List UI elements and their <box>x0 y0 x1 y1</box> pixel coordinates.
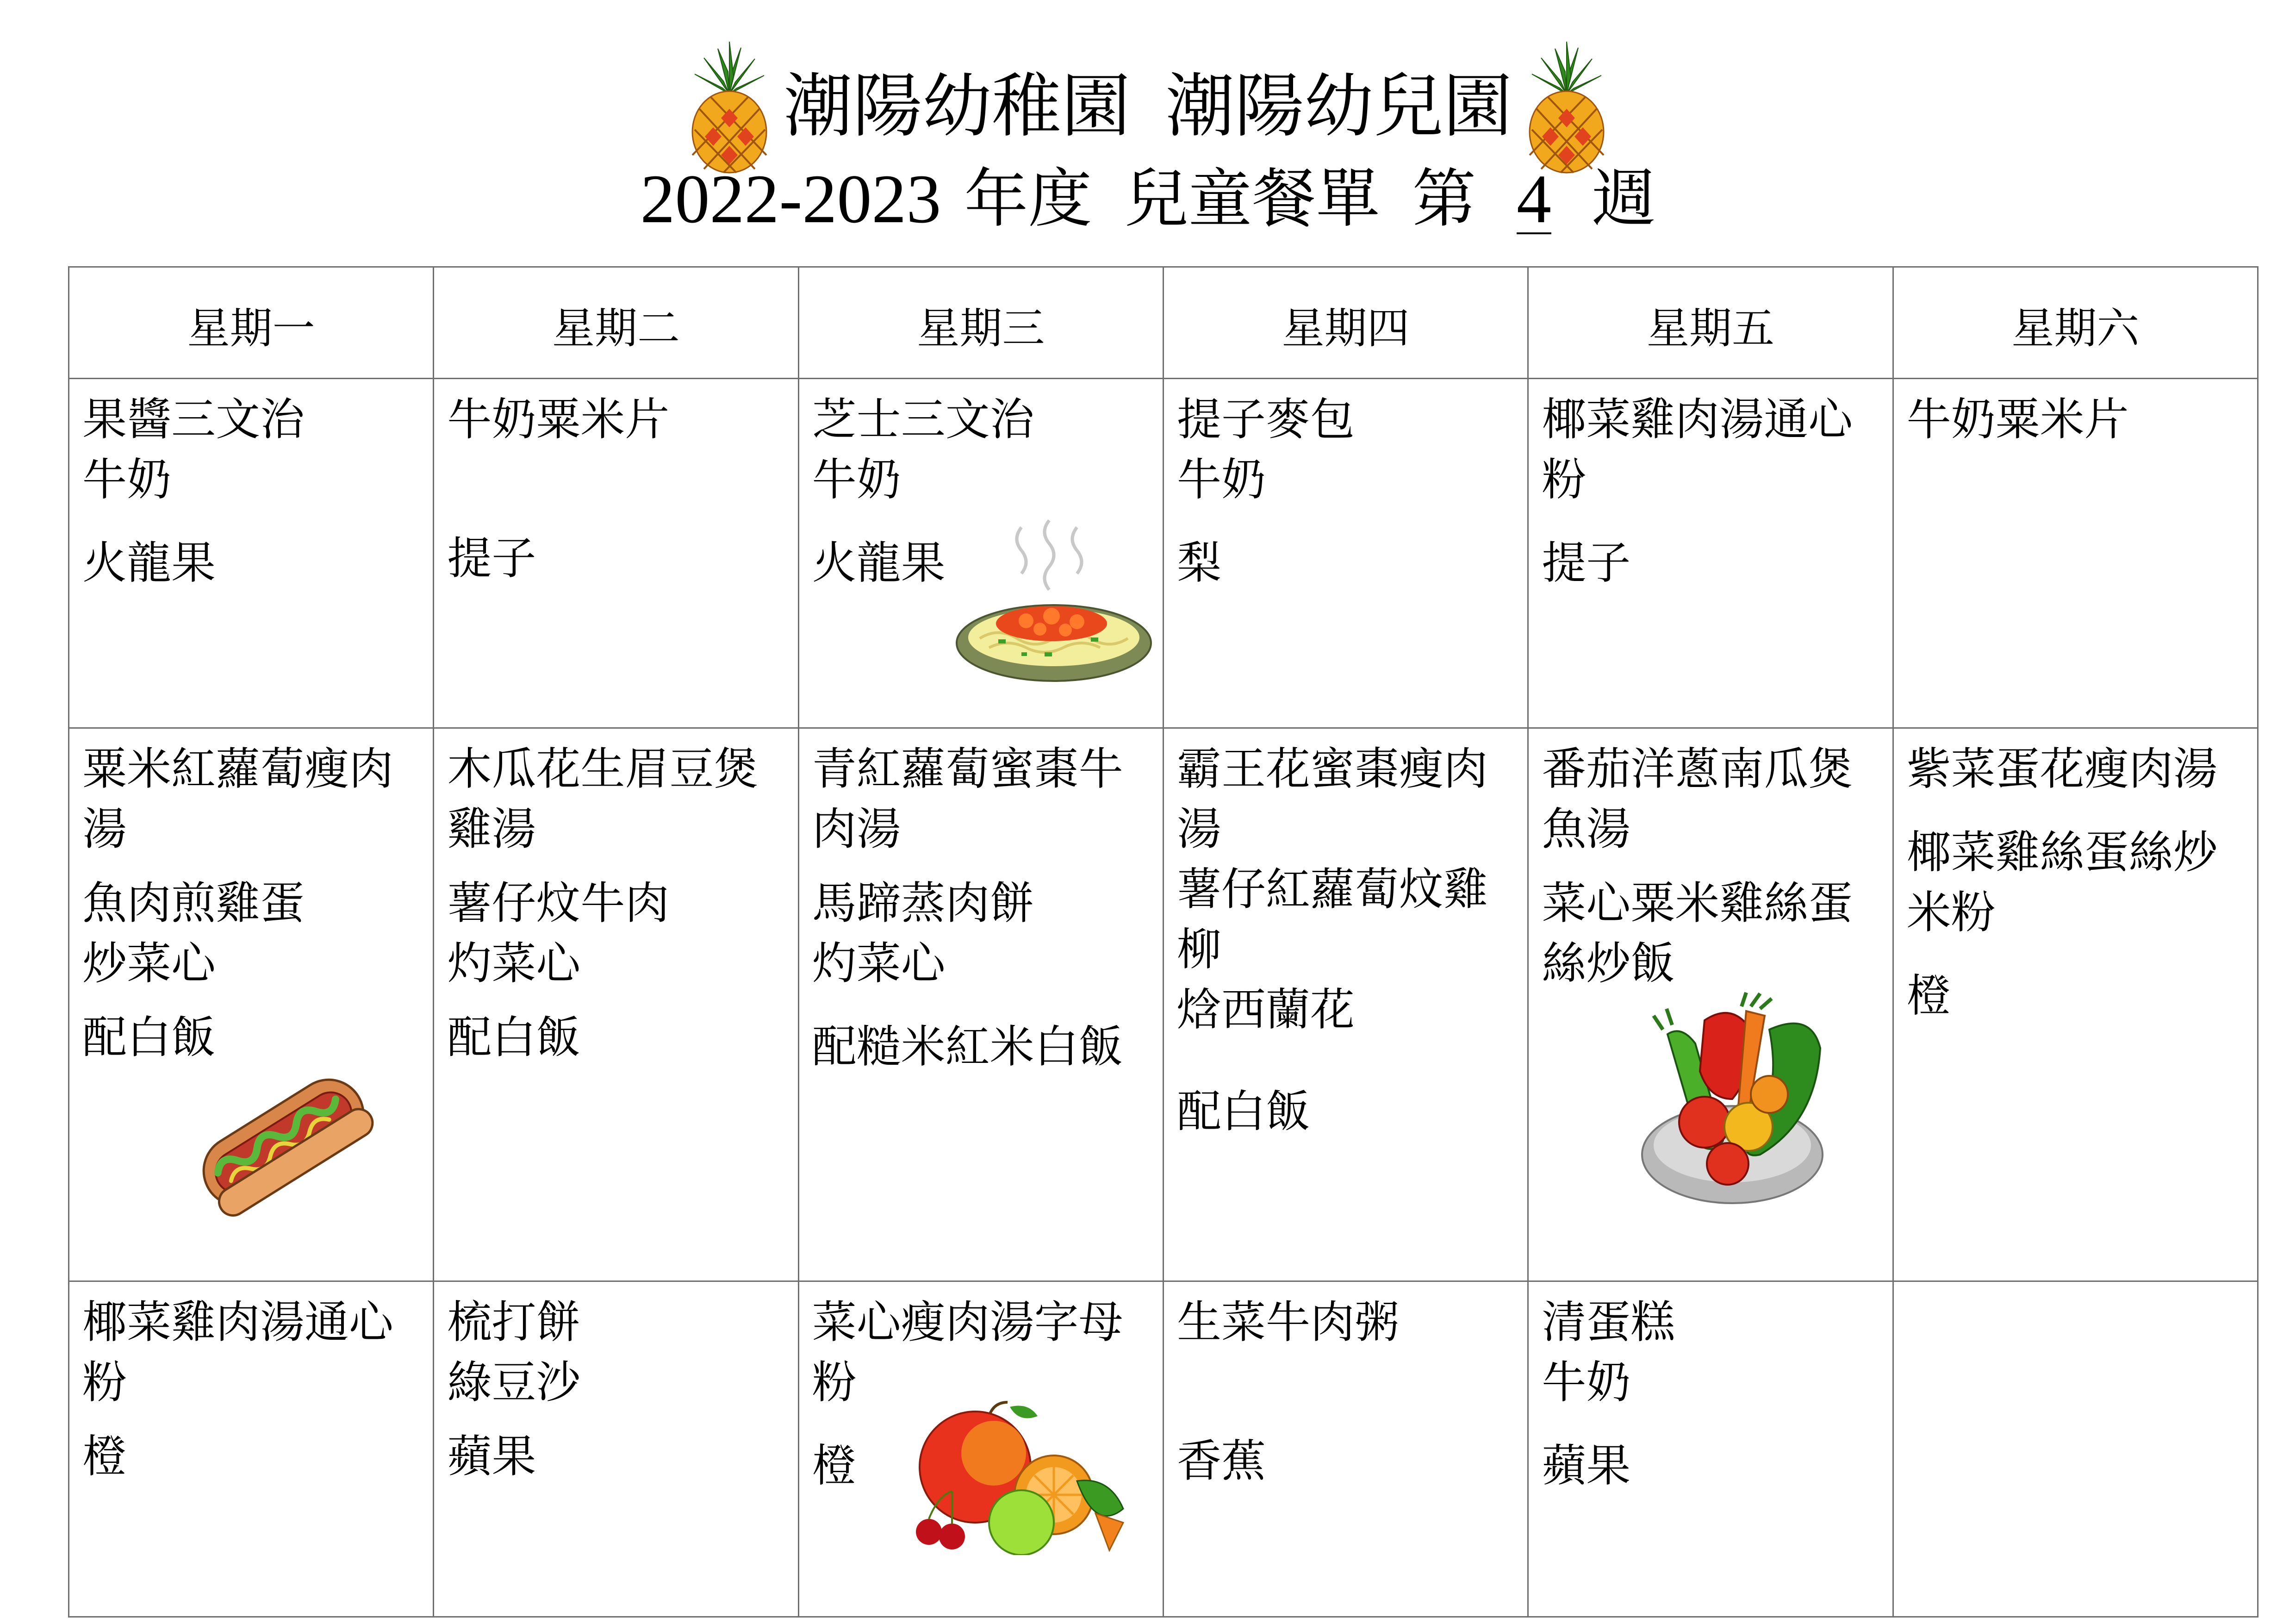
soup-item: 紫菜蛋花瘦肉湯 <box>1906 743 2218 795</box>
fruit-item: 蘋果 <box>1542 1440 1631 1492</box>
school-title <box>0 53 2296 160</box>
soup-item: 木瓜花生眉豆煲雞湯 <box>447 743 759 855</box>
day-header: 星期四 <box>1163 267 1528 379</box>
menu-item: 牛奶粟米片 <box>447 394 670 445</box>
menu-cell <box>1163 379 1528 728</box>
menu-cell <box>1528 1281 1893 1617</box>
menu-item: 牛奶 <box>812 454 901 506</box>
fruit-item: 梨 <box>1176 537 1221 589</box>
dish-item: 馬蹄蒸肉餅 <box>812 877 1034 929</box>
menu-cell <box>1528 379 1893 728</box>
fruit-item: 橙 <box>812 1440 857 1492</box>
menu-cell <box>434 1281 798 1617</box>
week-number: 4 <box>1516 161 1551 237</box>
menu-item: 提子麥包 <box>1176 394 1355 445</box>
spaghetti-icon <box>952 518 1156 689</box>
fruit-item: 提子 <box>447 532 536 584</box>
menu-item: 菜心瘦肉湯字母粉 <box>812 1296 1123 1408</box>
dish-item: 灼菜心 <box>812 937 946 989</box>
menu-cell <box>1893 1281 2258 1617</box>
fruit-item: 橙 <box>1906 970 1951 1022</box>
menu-cell <box>1163 1281 1528 1617</box>
menu-item: 椰菜雞肉湯通心粉 <box>82 1296 393 1408</box>
dish-item: 薯仔紅蘿蔔炆雞柳 <box>1176 863 1488 975</box>
menu-item: 牛奶 <box>1176 454 1266 506</box>
dish-item: 灼菜心 <box>447 937 581 989</box>
day-header: 星期三 <box>798 267 1163 379</box>
menu-cell <box>434 728 798 1281</box>
soup-item: 番茄洋蔥南瓜煲魚湯 <box>1542 743 1853 855</box>
fruit-item: 橙 <box>82 1430 127 1482</box>
dish-item: 椰菜雞絲蛋絲炒米粉 <box>1906 826 2218 938</box>
dish-item: 焓西蘭花 <box>1176 984 1355 1036</box>
soup-item: 霸王花蜜棗瘦肉湯 <box>1176 743 1488 855</box>
hotdog-icon <box>185 1053 380 1229</box>
menu-cell <box>69 728 434 1281</box>
menu-cell <box>798 379 1163 728</box>
page-header <box>0 0 2296 259</box>
menu-item: 牛奶 <box>82 454 171 506</box>
menu-item: 梳打餅 <box>447 1296 581 1348</box>
week-suffix: 週 <box>1592 162 1656 236</box>
menu-cell <box>1893 728 2258 1281</box>
table-header-row <box>69 267 2258 379</box>
soup-item: 青紅蘿蔔蜜棗牛肉湯 <box>812 743 1123 855</box>
menu-item: 牛奶 <box>1542 1356 1631 1408</box>
menu-cell <box>1528 728 1893 1281</box>
dish-item: 魚肉煎雞蛋 <box>82 877 305 929</box>
rice-item: 配白飯 <box>1176 1086 1310 1137</box>
day-header: 星期五 <box>1528 267 1893 379</box>
menu-cell <box>798 728 1163 1281</box>
menu-item: 椰菜雞肉湯通心粉 <box>1542 394 1853 506</box>
dish-item: 炒菜心 <box>82 937 216 989</box>
day-header: 星期六 <box>1893 267 2258 379</box>
fruits-icon <box>901 1398 1132 1555</box>
fruit-item: 蘋果 <box>447 1430 536 1482</box>
fruit-item: 提子 <box>1542 537 1631 589</box>
fruit-item: 火龍果 <box>812 537 946 589</box>
day-header: 星期二 <box>434 267 798 379</box>
dish-item: 薯仔炆牛肉 <box>447 877 670 929</box>
rice-item: 配白飯 <box>82 1012 216 1063</box>
rice-item: 配白飯 <box>447 1012 581 1063</box>
menu-title: 兒童餐單 <box>1124 162 1380 236</box>
vegetables-icon <box>1635 988 1829 1206</box>
menu-cell <box>798 1281 1163 1617</box>
fruit-item: 火龍果 <box>82 537 216 589</box>
fruit-item: 香蕉 <box>1176 1435 1266 1487</box>
menu-item: 芝士三文治 <box>812 394 1034 445</box>
year-suffix: 年度 <box>964 162 1092 236</box>
school-name-kindergarten: 潮陽幼稚園 <box>783 66 1131 147</box>
menu-item: 清蛋糕 <box>1542 1296 1675 1348</box>
day-header: 星期一 <box>69 267 434 379</box>
soup-item: 粟米紅蘿蔔瘦肉湯 <box>82 743 393 855</box>
table-row <box>69 1281 2258 1617</box>
menu-item: 生菜牛肉粥 <box>1176 1296 1399 1348</box>
week-prefix: 第 <box>1412 162 1476 236</box>
school-name-nursery: 潮陽幼兒園 <box>1165 66 1513 147</box>
menu-item: 果醬三文治 <box>82 394 305 445</box>
table-row <box>69 379 2258 728</box>
dish-item: 菜心粟米雞絲蛋絲炒飯 <box>1542 877 1853 989</box>
menu-table <box>68 266 2259 1618</box>
menu-cell <box>69 379 434 728</box>
menu-cell <box>1163 728 1528 1281</box>
menu-cell <box>69 1281 434 1617</box>
pineapple-icon <box>685 39 773 174</box>
menu-item: 牛奶粟米片 <box>1906 394 2129 445</box>
rice-item: 配糙米紅米白飯 <box>812 1021 1123 1073</box>
table-row <box>69 728 2258 1281</box>
menu-cell <box>434 379 798 728</box>
pineapple-icon <box>1523 39 1611 174</box>
menu-cell <box>1893 379 2258 728</box>
school-year: 2022-2023 <box>640 161 941 237</box>
menu-item: 綠豆沙 <box>447 1356 581 1408</box>
menu-heading <box>0 155 2296 243</box>
